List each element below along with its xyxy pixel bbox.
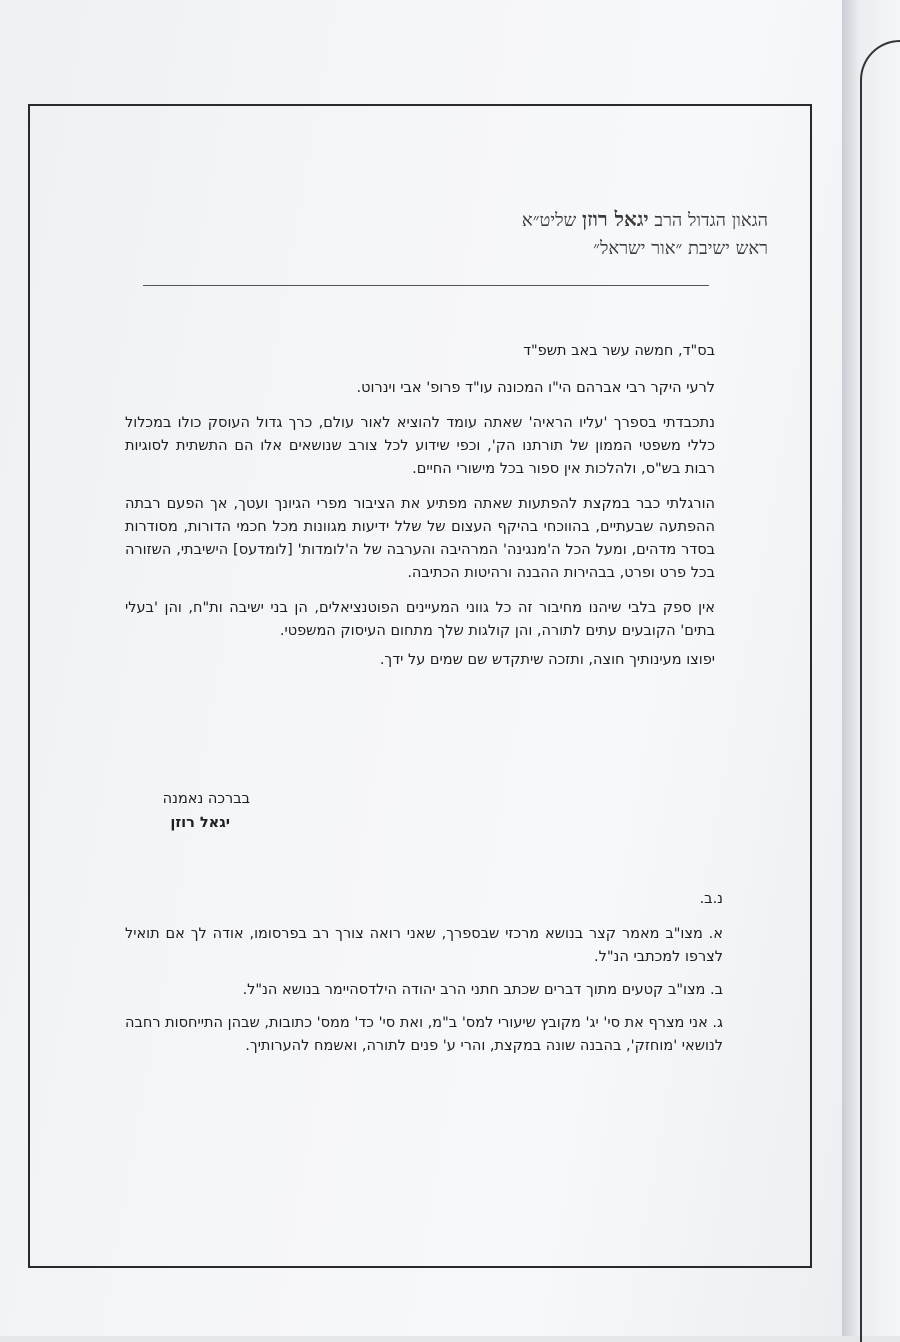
letter-paragraph: הורגלתי כבר במקצת להפתעות שאתה מפתיע את הציבור מפרי הגיונך ועטך, אך הפעם רבתה ההפתעה שבעתיים, בהווכחי בהיקף העצום של שלל ידיעות מגוונות מכל חכמי הדורות, מסודרות בסדר מדהים, ומעל הכל ה'מנגינה' המרהיבה והערבה של ה'לומדות' [לומדעס] הישיבתי, השזורה בכל פרט ופרט, בבהירות ההבנה ורהיטות הכתיבה.	[125, 496, 715, 581]
heading-divider	[143, 285, 709, 286]
blessing-text: בברכה נאמנה	[162, 791, 250, 807]
letter-paragraph: נתכבדתי בספרך 'עליו הראיה' שאתה עומד להוציא לאור עולם, כרך גדול העוסק כולו במכלול כללי משפטי הממון של תורתנו הק', וכפי שידוע לכל צורב שנושאים אלו הם התשתית לסוגיות רבות בש"ס, ולהלכות אין ספור בכל מישורי החיים.	[125, 415, 715, 477]
letter-body	[125, 340, 715, 672]
postscript-item: ג. אני מצרף את סי' יג' מקובץ שיעורי למס' ב"מ, ואת סי' כד' ממס' כתובות, שבהן התייחסות רחבה לנושאי 'מוחזק', בהבנה שונה במקצת, והרי ע' פנים לתורה, ואשמח להערותיך.	[125, 1015, 723, 1054]
author-position: ראש ישיבת ״אור ישראל״	[593, 238, 768, 259]
postscript-item: א. מצו"ב מאמר קצר בנושא מרכזי שבספרך, שאני רואה צורך רב בפרסומו, אודה לך אם תואיל לצרפו למכתבי הנ"ל.	[125, 926, 723, 965]
postscript-item: ב. מצו"ב קטעים מתוך דברים שכתב חתני הרב יהודה הילדסהיימר בנושא הנ"ל.	[242, 982, 723, 998]
letter-salutation: לרעי היקר רבי אברהם הי"ו המכונה עו"ד פרופ' אבי וינרוט.	[356, 380, 715, 396]
author-name: יגאל רוזן	[582, 207, 649, 231]
author-prefix: הגאון הגדול הרב	[654, 210, 768, 231]
postscript	[125, 888, 723, 1068]
page-border-frame	[28, 104, 812, 1268]
letter-date: בס"ד, חמשה עשר באב תשפ"ד	[523, 343, 715, 359]
letter-heading	[208, 205, 768, 263]
facing-page-border	[860, 40, 900, 1342]
signer-name: יגאל רוזן	[170, 815, 230, 831]
author-title	[208, 205, 768, 235]
letter-closing-line: יפוצו מעינותיך חוצה, ותזכה שיתקדש שם שמים על ידך.	[379, 652, 715, 668]
facing-page-edge	[842, 0, 900, 1336]
author-suffix: שליט״א	[521, 210, 577, 231]
letter-paragraph: אין ספק בלבי שיהנו מחיבור זה כל גווני המעיינים הפוטנציאלים, הן בני ישיבה ות"ח, והן 'בעלי בתים' הקובעים עתים לתורה, והן קולגות שלך מתחום העיסוק המשפטי.	[125, 600, 715, 639]
postscript-heading: נ.ב.	[699, 891, 723, 907]
